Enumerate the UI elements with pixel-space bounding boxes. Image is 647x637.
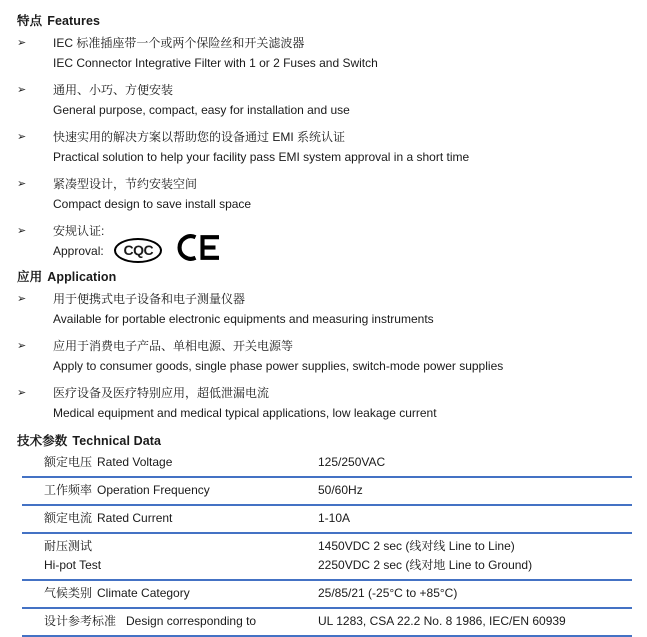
row-value: 2250VDC 2 sec (线对地 Line to Ground) xyxy=(318,558,533,572)
list-item xyxy=(0,383,647,423)
table-row xyxy=(22,450,632,478)
table-cell-value xyxy=(318,478,632,504)
list-item-en: Apply to consumer goods, single phase power supplies, switch-mode power supplies xyxy=(53,359,504,373)
row-label-cn: 气候类别 xyxy=(44,586,93,600)
table-cell-label xyxy=(22,581,318,607)
table-cell-label xyxy=(22,506,318,532)
bullet-arrow-icon: ➢ xyxy=(17,130,27,143)
bullet-arrow-icon: ➢ xyxy=(17,292,27,305)
bullet-arrow-icon: ➢ xyxy=(17,177,27,190)
list-item-en: Compact design to save install space xyxy=(53,197,252,211)
list-item-en: Available for portable electronic equipments and measuring instruments xyxy=(53,312,434,326)
table-cell-value xyxy=(318,581,632,607)
list-item-en: Medical equipment and medical typical applications, low leakage current xyxy=(53,406,437,420)
approval-item xyxy=(0,221,647,266)
list-item xyxy=(0,289,647,329)
technical-data-table xyxy=(22,450,632,637)
features-heading-en: Features xyxy=(47,14,101,28)
table-cell-value xyxy=(318,534,632,579)
table-row xyxy=(22,581,632,609)
row-label-cn: 设计参考标准 xyxy=(44,614,117,628)
list-item-cn: 紧凑型设计，节约安装空间 xyxy=(53,177,198,191)
table-cell-label xyxy=(22,450,318,476)
list-item-en: General purpose, compact, easy for installation and use xyxy=(53,103,350,117)
technical-data-heading-cn: 技术参数 xyxy=(17,434,68,448)
row-label-en: Rated Current xyxy=(97,511,173,525)
row-label-en: Climate Category xyxy=(97,586,190,600)
row-label-en: Operation Frequency xyxy=(97,483,210,497)
table-row xyxy=(22,478,632,506)
row-label-cn: 额定电流 xyxy=(44,511,93,525)
features-heading-cn: 特点 xyxy=(17,14,43,28)
row-label-cn: 额定电压 xyxy=(44,455,93,469)
features-list xyxy=(0,33,647,266)
list-item xyxy=(0,127,647,167)
list-item xyxy=(0,80,647,120)
table-cell-value xyxy=(318,609,632,635)
cqc-certification-icon: CQC xyxy=(114,238,162,263)
technical-data-heading xyxy=(17,431,161,450)
table-cell-label xyxy=(22,609,318,635)
bullet-arrow-icon: ➢ xyxy=(17,339,27,352)
list-item-cn: 医疗设备及医疗特别应用，超低泄漏电流 xyxy=(53,386,270,400)
table-cell-label xyxy=(22,478,318,504)
row-value: 25/85/21 (-25°C to +85°C) xyxy=(318,586,458,600)
row-value: UL 1283, CSA 22.2 No. 8 1986, IEC/EN 60939 xyxy=(318,614,566,628)
table-row xyxy=(22,534,632,581)
list-item-cn: IEC 标准插座带一个或两个保险丝和开关滤波器 xyxy=(53,36,305,50)
technical-data-heading-en: Technical Data xyxy=(72,434,162,448)
list-item xyxy=(0,33,647,73)
row-label-en: Design corresponding to xyxy=(126,614,257,628)
approval-label-en: Approval: xyxy=(53,244,104,258)
approval-label-cn: 安规认证: xyxy=(53,224,105,238)
application-heading-en: Application xyxy=(47,270,117,284)
list-item xyxy=(0,336,647,376)
row-label-en: Hi-pot Test xyxy=(44,558,102,572)
application-heading-cn: 应用 xyxy=(17,270,43,284)
row-label-cn: 工作频率 xyxy=(44,483,93,497)
approval-marks xyxy=(114,234,222,266)
table-cell-value xyxy=(318,506,632,532)
features-heading xyxy=(17,11,100,30)
application-list xyxy=(0,289,647,430)
row-value: 125/250VAC xyxy=(318,455,386,469)
list-item-cn: 应用于消费电子产品、单相电源、开关电源等 xyxy=(53,339,294,353)
list-item-cn: 通用、小巧、方便安装 xyxy=(53,83,174,97)
list-item-en: Practical solution to help your facility pass EMI system approval in a short time xyxy=(53,150,470,164)
row-value: 1450VDC 2 sec (线对线 Line to Line) xyxy=(318,539,515,553)
ce-certification-icon xyxy=(176,234,222,266)
bullet-arrow-icon: ➢ xyxy=(17,386,27,399)
application-heading xyxy=(17,267,116,286)
row-label-en: Rated Voltage xyxy=(97,455,173,469)
bullet-arrow-icon: ➢ xyxy=(17,224,27,237)
row-value: 50/60Hz xyxy=(318,483,363,497)
row-label-cn: 耐压测试 xyxy=(44,539,93,553)
list-item-en: IEC Connector Integrative Filter with 1 or 2 Fuses and Switch xyxy=(53,56,378,70)
table-cell-value xyxy=(318,450,632,476)
table-cell-label xyxy=(22,534,318,579)
row-value: 1-10A xyxy=(318,511,351,525)
list-item xyxy=(0,174,647,214)
bullet-arrow-icon: ➢ xyxy=(17,36,27,49)
bullet-arrow-icon: ➢ xyxy=(17,83,27,96)
list-item-cn: 快速实用的解决方案以帮助您的设备通过 EMI 系统认证 xyxy=(53,130,346,144)
list-item-cn: 用于便携式电子设备和电子测量仪器 xyxy=(53,292,246,306)
table-row xyxy=(22,506,632,534)
